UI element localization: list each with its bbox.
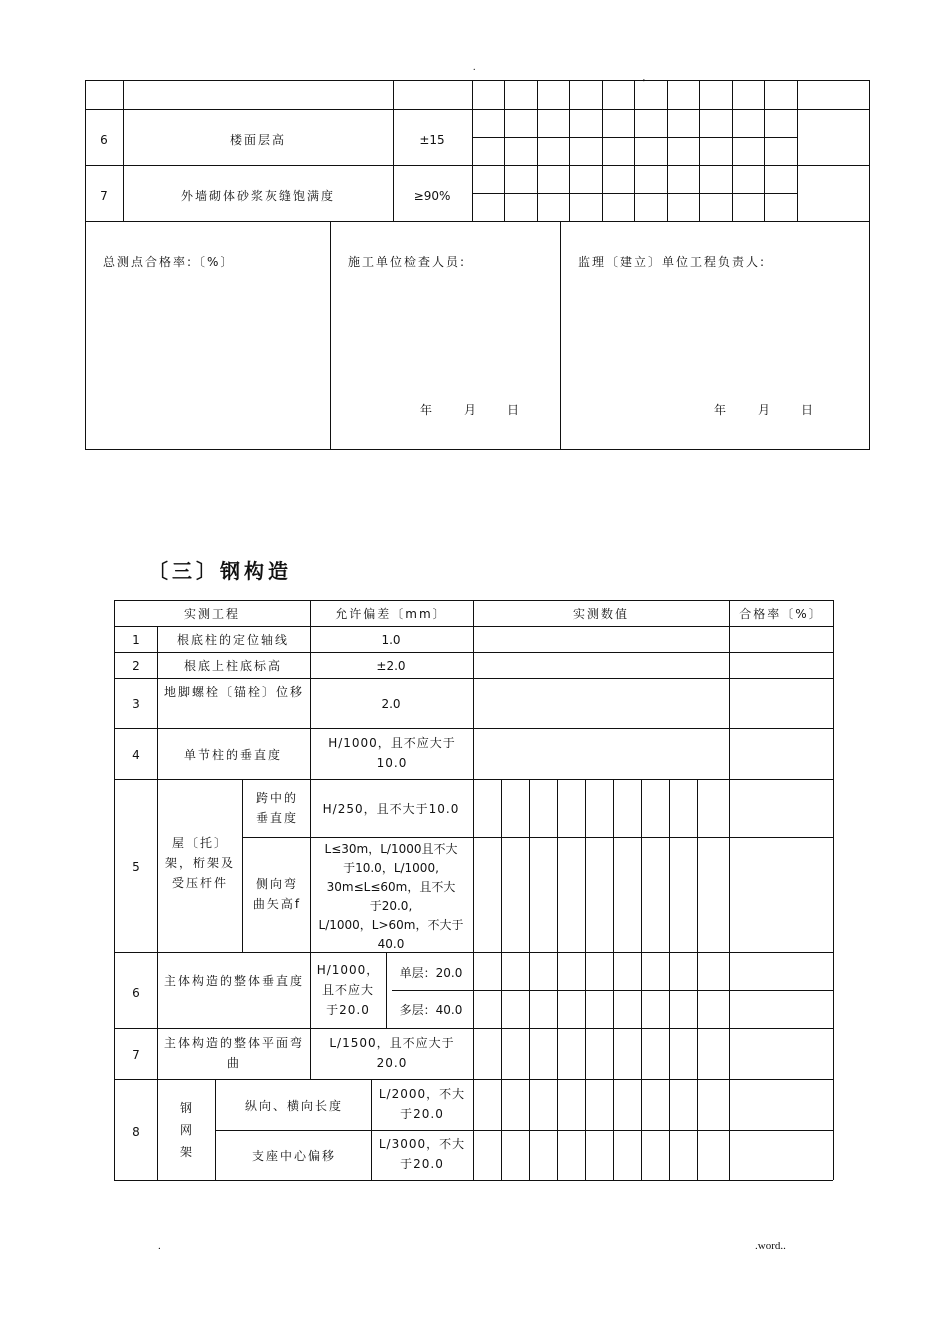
header-measured: 实测数值 — [572, 607, 630, 621]
header-item: 实测工程 — [183, 607, 241, 621]
row1-tolerance: 1.0 — [381, 633, 401, 647]
row6-tolerance: H/1000，且不应大于20.0 — [316, 963, 380, 1017]
t1-row6-item: 楼面层高 — [229, 133, 287, 147]
row8-group: 钢网架 — [179, 1101, 194, 1159]
row6-item: 主体构造的整体垂直度 — [164, 974, 305, 988]
row8-sub1: 纵向、横向长度 — [244, 1099, 344, 1113]
row5-group: 屋〔托〕架，桁架及受压杆件 — [164, 836, 235, 890]
row7-tolerance: L/1500，且不应大于20.0 — [329, 1036, 455, 1070]
row7-no: 7 — [132, 1048, 140, 1062]
row8-no: 8 — [132, 1125, 140, 1139]
inspector-date-day: 日 — [507, 403, 522, 417]
row4-tolerance: H/1000，且不应大于10.0 — [328, 736, 456, 770]
supervisor-date-month: 月 — [758, 403, 773, 417]
row6-single: 单层：20.0 — [399, 966, 463, 980]
row8-tol2: L/3000，不大于20.0 — [378, 1137, 466, 1171]
t1-row7-item: 外墙砌体砂浆灰缝饱满度 — [180, 189, 336, 203]
supervisor-date-day: 日 — [801, 403, 816, 417]
inspector-date-year: 年 — [420, 403, 435, 417]
row8-sub2: 支座中心偏移 — [251, 1149, 337, 1163]
row5-tol2-line: 30m≤L≤60m，且不大 — [326, 880, 456, 894]
header-tolerance: 允许偏差〔mm〕 — [335, 607, 447, 621]
row5-sub2: 侧向弯曲矢高f — [252, 877, 302, 911]
row3-tolerance: 2.0 — [381, 697, 401, 711]
inspector-date-month: 月 — [464, 403, 479, 417]
header-pass-rate: 合格率〔%〕 — [739, 607, 823, 621]
row2-item: 根底上柱底标高 — [183, 659, 283, 673]
row8-tol1: L/2000，不大于20.0 — [378, 1087, 466, 1121]
row3-item: 地脚螺栓〔锚栓〕位移 — [164, 685, 305, 699]
t1-row6-no: 6 — [100, 133, 108, 147]
row7-item: 主体构造的整体平面弯曲 — [164, 1036, 305, 1070]
row1-no: 1 — [132, 633, 140, 647]
row5-tol2-line: 于10.0，L/1000, — [343, 861, 439, 875]
stray-mark: ' — [643, 78, 645, 89]
supervisor-label: 监理〔建立〕单位工程负责人: — [578, 255, 767, 269]
row2-no: 2 — [132, 659, 140, 673]
footer-left-mark: . — [158, 1240, 161, 1252]
pass-rate-label: 总测点合格率:〔%〕 — [103, 255, 235, 269]
row5-tol2-line: 40.0 — [377, 937, 405, 951]
row5-tol2-line: 于20.0, — [369, 899, 413, 913]
row6-multi: 多层：40.0 — [399, 1003, 463, 1017]
inspector-label: 施工单位检查人员: — [348, 255, 467, 269]
row5-tol2-line: L≤30m，L/1000且不大 — [324, 842, 458, 856]
row4-no: 4 — [132, 748, 140, 762]
row2-tolerance: ±2.0 — [376, 659, 406, 673]
section-title: 〔三〕钢构造 — [148, 559, 292, 583]
t1-row6-tolerance: ±15 — [419, 133, 445, 147]
page-mark: . — [473, 62, 476, 73]
row1-item: 根底柱的定位轴线 — [176, 633, 290, 647]
supervisor-date-year: 年 — [714, 403, 729, 417]
row6-no: 6 — [132, 986, 140, 1000]
row3-no: 3 — [132, 697, 140, 711]
row4-item: 单节柱的垂直度 — [183, 748, 283, 762]
row5-no: 5 — [132, 860, 140, 874]
row5-tol2-line: L/1000，L>60m，不大于 — [318, 918, 464, 932]
row5-sub1: 跨中的垂直度 — [255, 791, 298, 825]
row5-tol1: H/250，且不大于10.0 — [322, 802, 460, 816]
t1-row7-tolerance: ≥90% — [413, 189, 451, 203]
footer-right-text: .word.. — [755, 1240, 786, 1252]
t1-row7-no: 7 — [100, 189, 108, 203]
